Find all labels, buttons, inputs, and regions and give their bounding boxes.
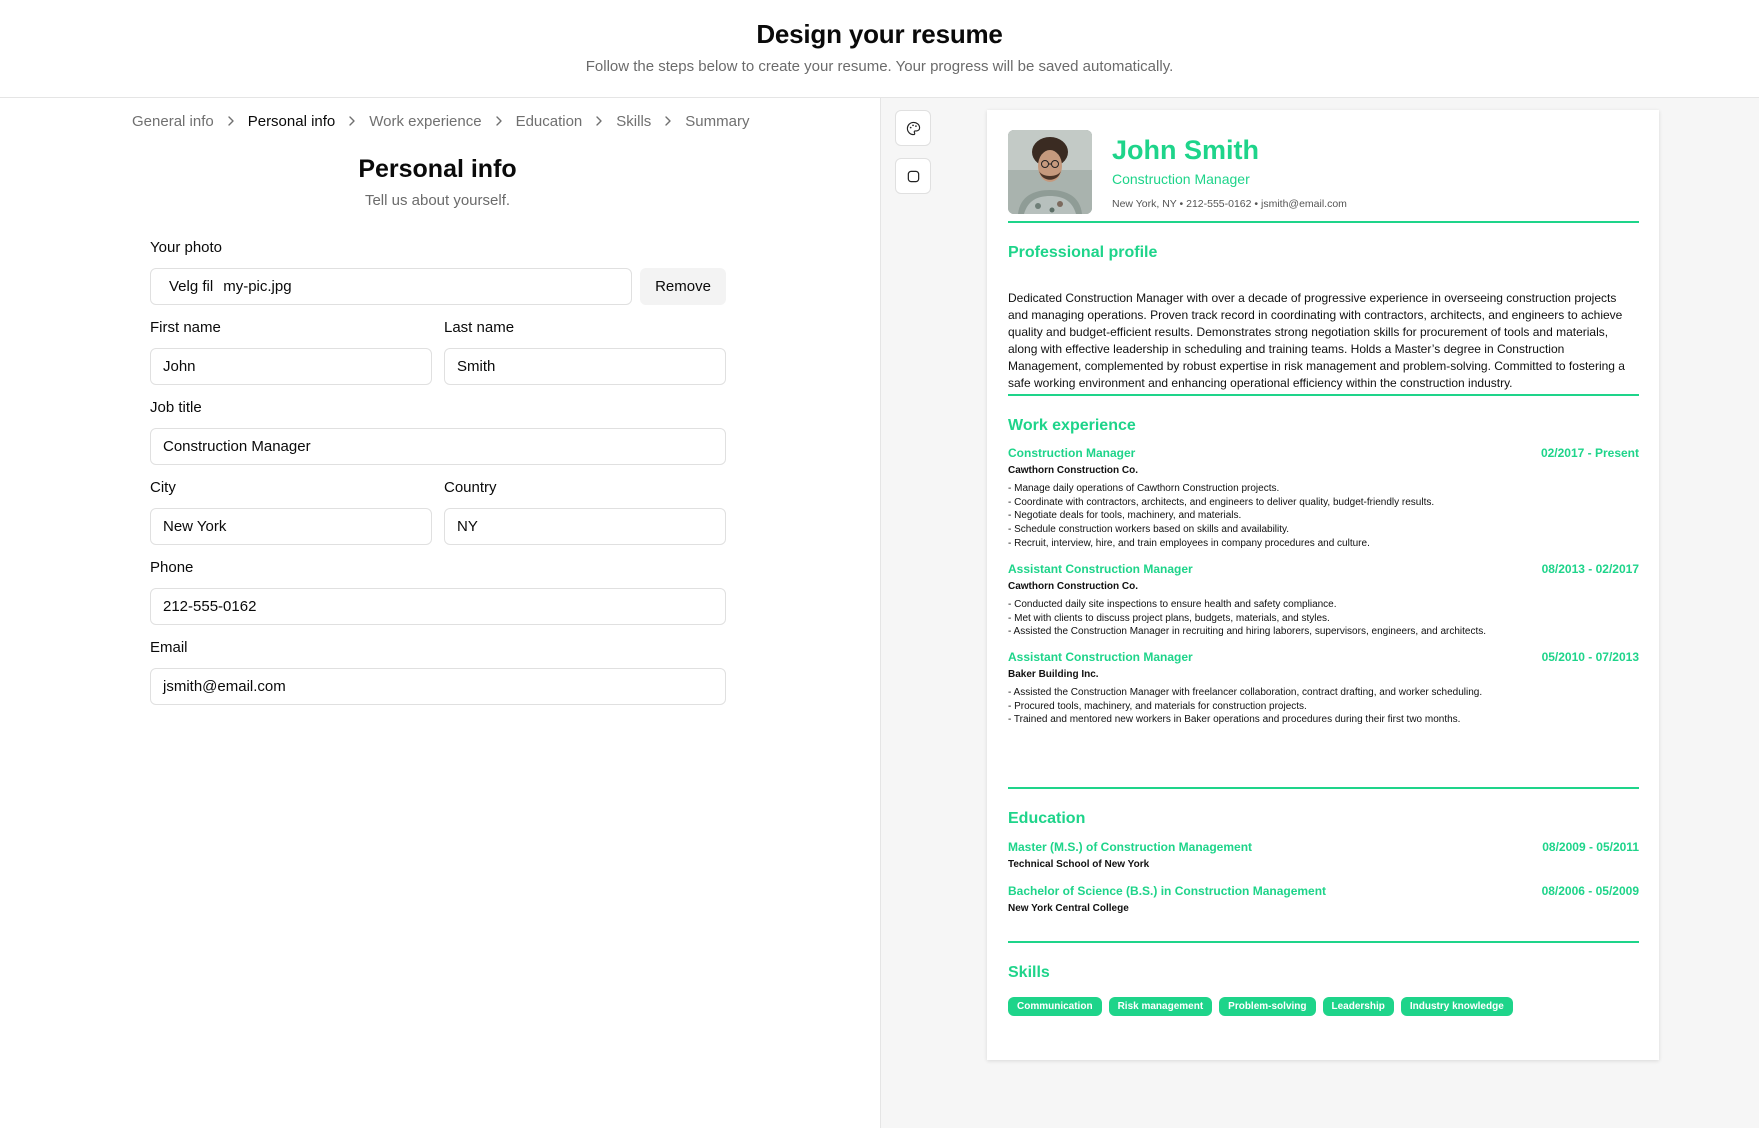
page-title: Design your resume bbox=[756, 19, 1003, 49]
profile-section-title: Professional profile bbox=[1008, 244, 1158, 261]
job-title-field[interactable]: Construction Manager bbox=[150, 428, 726, 465]
job-bullet: - Manage daily operations of Cawthorn Construction projects. bbox=[1008, 483, 1280, 494]
skills-section-title: Skills bbox=[1008, 964, 1050, 981]
education-school: Technical School of New York bbox=[1008, 859, 1150, 870]
job-bullet: - Trained and mentored new workers in Baker operations and procedures during their first two months. bbox=[1008, 714, 1461, 726]
breadcrumb bbox=[132, 110, 749, 132]
job-dates: 02/2017 - Present bbox=[1540, 446, 1639, 460]
page-subtitle: Follow the steps below to create your resume. Your progress will be saved automatically. bbox=[585, 58, 1174, 75]
email-field[interactable]: jsmith@email.com bbox=[150, 668, 726, 705]
skill-tag: Problem-solving bbox=[1219, 997, 1315, 1016]
job-bullet: - Schedule construction workers based on skills and availability. bbox=[1008, 524, 1290, 536]
choose-file-button[interactable]: Velg fil bbox=[169, 278, 214, 295]
first-name-field[interactable]: John bbox=[150, 348, 432, 385]
breadcrumb-summary[interactable]: Summary bbox=[685, 112, 750, 130]
education-degree: Master (M.S.) of Construction Management bbox=[1008, 840, 1253, 854]
resume-preview bbox=[987, 110, 1659, 1060]
square-icon bbox=[906, 169, 921, 184]
job-bullet: - Met with clients to discuss project plans, budgets, materials, and styles. bbox=[1008, 612, 1330, 624]
avatar bbox=[1008, 130, 1092, 214]
job-bullet: - Assisted the Construction Manager with freelancer collaboration, contract drafting, and worker scheduling. bbox=[1008, 687, 1483, 698]
form-title: Personal info bbox=[358, 155, 517, 183]
city-field[interactable]: New York bbox=[150, 508, 432, 545]
last-name-label: Last name bbox=[444, 319, 515, 336]
job-bullet: - Conducted daily site inspections to ensure health and safety compliance. bbox=[1008, 599, 1337, 610]
job-entry bbox=[1008, 650, 1639, 727]
skill-tag: Industry knowledge bbox=[1401, 997, 1513, 1016]
skill-tag: Communication bbox=[1008, 997, 1102, 1016]
palette-icon bbox=[906, 121, 921, 136]
section-divider bbox=[1008, 787, 1639, 789]
breadcrumb-education[interactable]: Education bbox=[515, 112, 583, 130]
phone-label: Phone bbox=[150, 559, 194, 576]
job-bullet: - Procured tools, machinery, and materials for construction projects. bbox=[1008, 700, 1307, 712]
first-name-label: First name bbox=[150, 319, 221, 336]
country-label: Country bbox=[444, 479, 497, 496]
job-title: Assistant Construction Manager bbox=[1008, 650, 1193, 664]
city-label: City bbox=[150, 479, 176, 496]
job-entry bbox=[1008, 446, 1639, 551]
profile-text: Dedicated Construction Manager with over a decade of progressive experience in overseeing construction projects and managing operations. Proven track record in coordinating with contractors, architects, and engineers to achieve quality and budget-efficient results. Demonstrates strong negotiation skills for procurement of tools and materials, along with effective leadership in scheduling and training teams. Holds a Master’s degree in Construction Management, complemented by robust expertise in risk management and problem-solving. Committed to fostering a safe working environment and enhancing operational efficiency within the construction industry. bbox=[1008, 291, 1625, 390]
chevron-right-icon bbox=[582, 116, 616, 126]
resume-name: John Smith bbox=[1112, 135, 1259, 165]
chevron-right-icon bbox=[482, 116, 516, 126]
job-bullets bbox=[1008, 598, 1639, 639]
education-section-title: Education bbox=[1008, 810, 1086, 827]
job-bullet: - Negotiate deals for tools, machinery, and materials. bbox=[1008, 510, 1242, 522]
form-pane bbox=[0, 98, 880, 1128]
job-title-label: Job title bbox=[150, 399, 202, 416]
last-name-field[interactable]: Smith bbox=[444, 348, 726, 385]
job-company: Cawthorn Construction Co. bbox=[1008, 581, 1138, 592]
job-dates: 05/2010 - 07/2013 bbox=[1541, 650, 1639, 664]
education-entry bbox=[1008, 884, 1639, 914]
section-divider bbox=[1008, 941, 1639, 943]
job-title: Assistant Construction Manager bbox=[1008, 562, 1193, 576]
photo-label: Your photo bbox=[150, 239, 223, 256]
section-divider bbox=[1008, 221, 1639, 223]
country-field[interactable]: NY bbox=[444, 508, 726, 545]
chevron-right-icon bbox=[214, 116, 248, 126]
photo-file-name: my-pic.jpg bbox=[223, 278, 292, 295]
skill-tag: Leadership bbox=[1323, 997, 1394, 1016]
work-section-title: Work experience bbox=[1008, 417, 1136, 434]
skills-list bbox=[1008, 997, 1513, 1016]
border-style-button[interactable] bbox=[895, 158, 931, 194]
breadcrumb-personal-info[interactable]: Personal info bbox=[247, 112, 336, 130]
job-entry bbox=[1008, 562, 1639, 639]
job-bullet: - Coordinate with contractors, architects, and engineers to deliver quality, budget-friendly results. bbox=[1008, 496, 1435, 508]
job-bullets bbox=[1008, 482, 1639, 551]
job-bullet: - Recruit, interview, hire, and train employees in company procedures and culture. bbox=[1008, 537, 1370, 549]
breadcrumb-skills[interactable]: Skills bbox=[616, 112, 652, 130]
resume-contact: New York, NY • 212-555-0162 • jsmith@email.com bbox=[1112, 198, 1347, 210]
breadcrumb-work-experience[interactable]: Work experience bbox=[369, 112, 482, 130]
chevron-right-icon bbox=[651, 116, 685, 126]
job-company: Baker Building Inc. bbox=[1008, 669, 1099, 680]
section-divider bbox=[1008, 394, 1639, 396]
photo-file-input[interactable] bbox=[150, 268, 632, 305]
education-degree: Bachelor of Science (B.S.) in Construction Management bbox=[1008, 884, 1327, 898]
job-company: Cawthorn Construction Co. bbox=[1008, 465, 1138, 476]
education-dates: 08/2006 - 05/2009 bbox=[1541, 884, 1639, 898]
phone-field[interactable]: 212-555-0162 bbox=[150, 588, 726, 625]
education-school: New York Central College bbox=[1008, 903, 1129, 914]
skill-tag: Risk management bbox=[1109, 997, 1213, 1016]
job-bullets bbox=[1008, 686, 1639, 727]
page-header bbox=[0, 0, 1759, 98]
form-subtitle: Tell us about yourself. bbox=[364, 192, 511, 209]
education-entry bbox=[1008, 840, 1639, 870]
preview-pane bbox=[880, 98, 1759, 1128]
breadcrumb-general-info[interactable]: General info bbox=[132, 112, 214, 130]
email-label: Email bbox=[150, 639, 188, 656]
job-dates: 08/2013 - 02/2017 bbox=[1541, 562, 1639, 576]
resume-job-title: Construction Manager bbox=[1112, 171, 1250, 187]
theme-color-button[interactable] bbox=[895, 110, 931, 146]
remove-photo-button[interactable]: Remove bbox=[640, 268, 726, 305]
job-bullet: - Assisted the Construction Manager in recruiting and hiring laborers, supervisors, engineers, and architects. bbox=[1008, 626, 1487, 638]
chevron-right-icon bbox=[335, 116, 369, 126]
education-dates: 08/2009 - 05/2011 bbox=[1542, 840, 1639, 854]
job-title: Construction Manager bbox=[1008, 446, 1136, 460]
